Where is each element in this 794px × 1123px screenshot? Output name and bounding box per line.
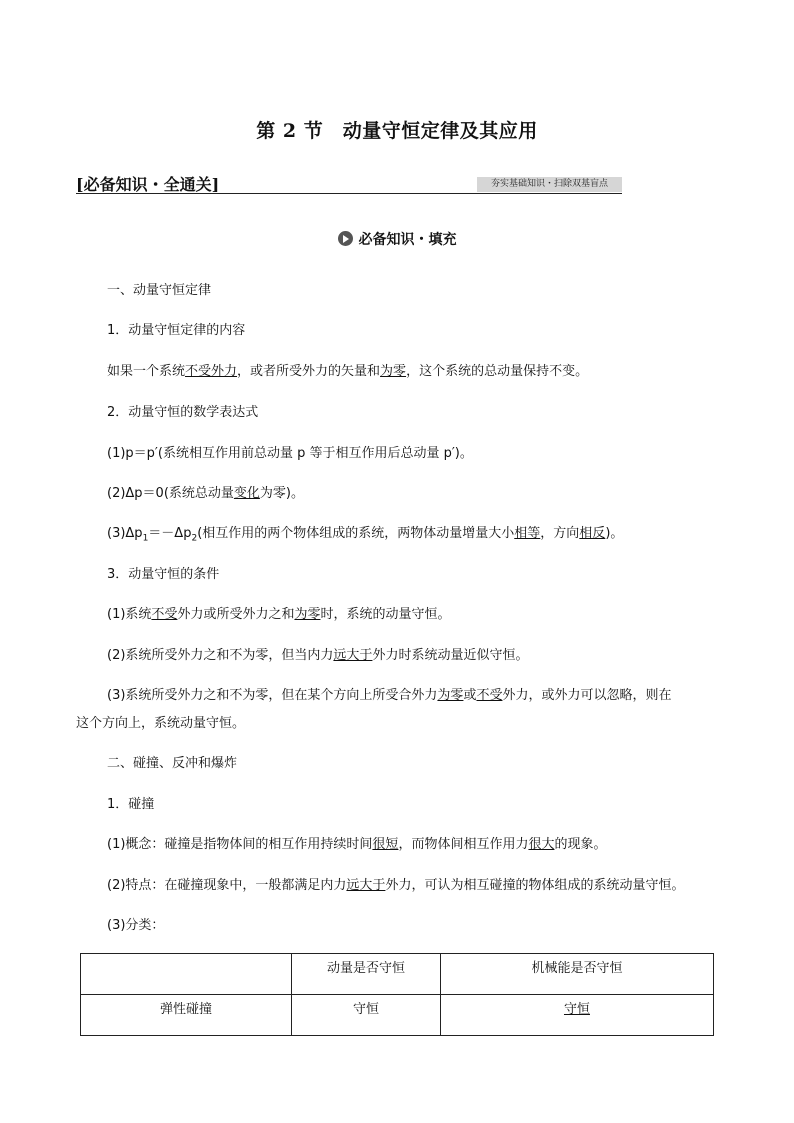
part2-heading: 二、碰撞、反冲和爆炸 [107,756,238,771]
item2-line2: (2)Δp＝0(系统总动量变化为零)。 [107,486,304,501]
collision-line3: (3)分类： [107,918,165,933]
collision-line1: (1)概念：碰撞是指物体间的相互作用持续时间很短，而物体间相互作用力很大的现象。 [107,837,607,852]
item2-line1: (1)p＝p′(系统相互作用前总动量 p 等于相互作用后总动量 p′)。 [107,446,473,461]
section-rule [76,193,622,194]
table-header-row [81,954,714,995]
table-header-cell: 机械能是否守恒 [441,954,714,995]
page-title: 第 2 节 动量守恒定律及其应用 [256,120,538,142]
subheading-text: 必备知识・填充 [358,232,457,248]
section-tag: 夯实基础知识・扫除双基盲点 [477,177,622,192]
play-icon [338,231,353,246]
item3-line3: (3)系统所受外力之和不为零，但在某个方向上所受合外力为零或不受外力，或外力可以忽略，则在 [107,688,672,703]
item2-line3: $(3)\Delta p_1=-\Delta p_2$(相互作用的两个物体组成的系统，两物体动量增量大小相等，方向相反)。 [107,526,624,544]
item3-line3-cont: 这个方向上，系统动量守恒。 [76,716,246,731]
item1-heading: 1．动量守恒定律的内容 [107,323,246,338]
table-header-cell [81,954,292,995]
collision-line2: (2)特点：在碰撞现象中，一般都满足内力远大于外力，可认为相互碰撞的物体组成的系统动量守恒。 [107,878,685,893]
item3-line2: (2)系统所受外力之和不为零，但当内力远大于外力时系统动量近似守恒。 [107,648,529,663]
table-header-cell: 动量是否守恒 [292,954,441,995]
item3-line1: (1)系统不受外力或所受外力之和为零时，系统的动量守恒。 [107,607,451,622]
table-cell: 弹性碰撞 [81,995,292,1036]
item2-heading: 2．动量守恒的数学表达式 [107,405,259,420]
section-label: [必备知识・全通关] [76,175,220,194]
subheading [0,229,794,249]
table-cell: 守恒 [292,995,441,1036]
collision-heading: 1．碰撞 [107,797,155,812]
table-cell: 守恒 [441,995,714,1036]
part1-heading: 一、动量守恒定律 [107,283,212,298]
item3-heading: 3．动量守恒的条件 [107,567,220,582]
collision-table [80,953,714,1036]
item1-text: 如果一个系统不受外力，或者所受外力的矢量和为零，这个系统的总动量保持不变。 [107,364,589,379]
table-row [81,995,714,1036]
